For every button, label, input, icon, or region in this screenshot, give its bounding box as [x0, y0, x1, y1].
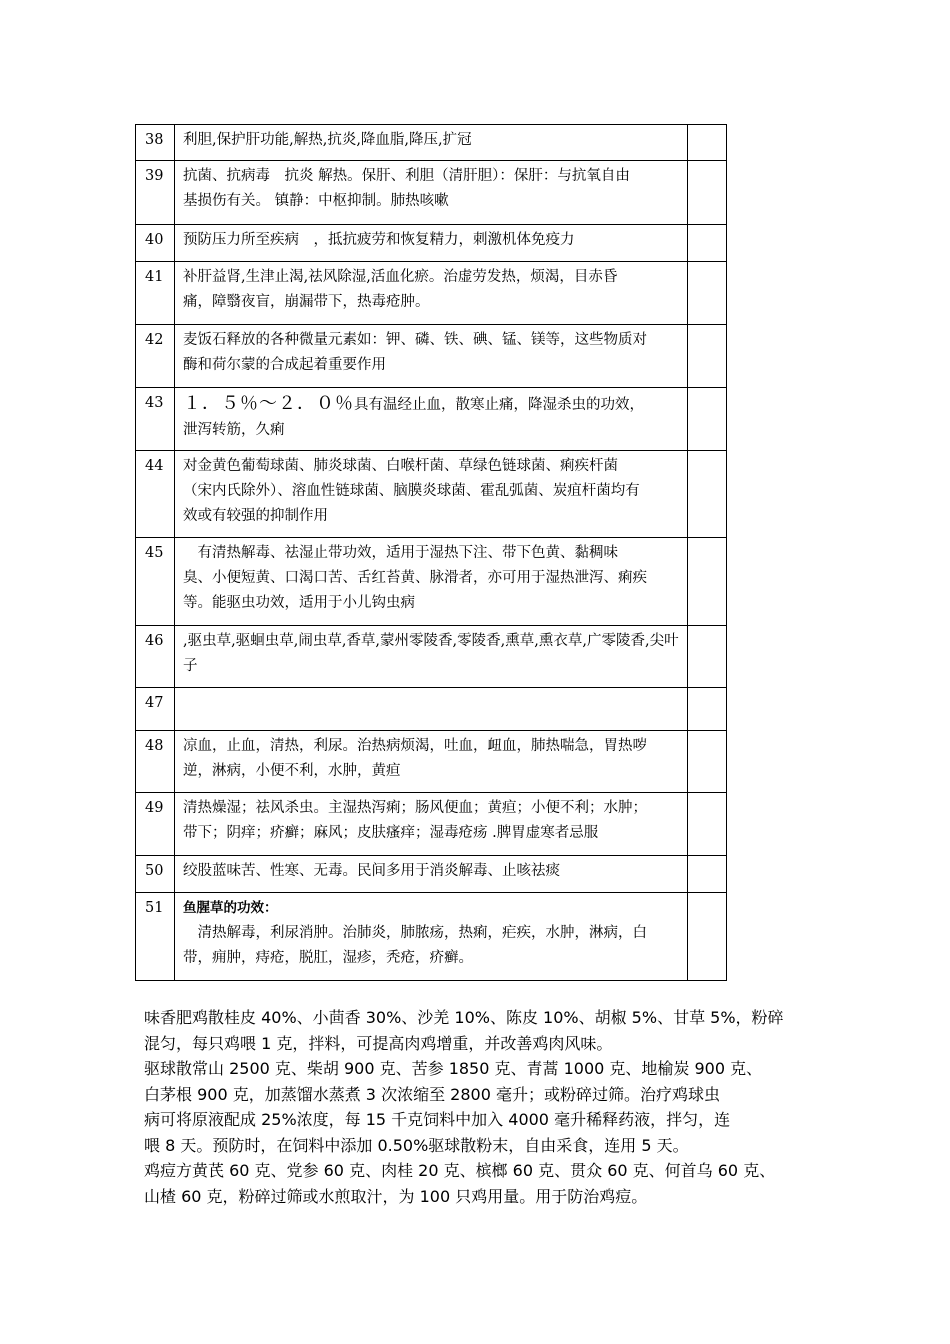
- description-line: 等。能驱虫功效，适用于小儿钩虫病: [183, 595, 415, 611]
- row-number: 46: [136, 626, 175, 688]
- description-line: 带下；阴痒；疥癣；麻风；皮肤瘙痒；湿毒疮疡 .脾胃虚寒者忌服: [183, 825, 599, 841]
- poultry-remedy-notes: [144, 1005, 824, 1209]
- description-line: 臭、小便短黄、口渴口苦、舌红苔黄、脉滑者，亦可用于湿热泄泻、痢疾: [183, 570, 647, 586]
- table-row: [136, 451, 727, 538]
- description-line: １．５％～２．０％具有温经止血，散寒止痛，降湿杀虫的功效，: [183, 393, 644, 414]
- row-number: 44: [136, 451, 175, 538]
- table-row: [136, 262, 727, 325]
- description-line: 痛，障翳夜盲，崩漏带下，热毒疮肿。: [183, 294, 430, 310]
- table-row: [136, 161, 727, 225]
- note-line: 山楂 60 克，粉碎过筛或水煎取汁，为 100 只鸡用量。用于防治鸡痘。: [144, 1186, 648, 1206]
- row-description: [175, 325, 688, 388]
- remedy-table: [135, 124, 727, 981]
- table-row: [136, 538, 727, 626]
- empty-cell: [688, 893, 727, 981]
- empty-cell: [688, 225, 727, 262]
- row-description: [175, 893, 688, 981]
- table-row: [136, 893, 727, 981]
- row-number: 38: [136, 125, 175, 161]
- row-number: 41: [136, 262, 175, 325]
- row-description: [175, 793, 688, 856]
- table-row: [136, 626, 727, 688]
- description-line: （宋内氏除外）、溶血性链球菌、脑膜炎球菌、霍乱弧菌、炭疽杆菌均有: [183, 483, 640, 499]
- row-number: 40: [136, 225, 175, 262]
- description-line: [183, 691, 679, 716]
- row-number: 48: [136, 731, 175, 793]
- description-line: 有清热解毒、祛湿止带功效，适用于湿热下注、带下色黄、黏稠味: [183, 545, 618, 561]
- row-description: [175, 388, 688, 451]
- empty-cell: [688, 731, 727, 793]
- note-line: 驱球散常山 2500 克、柴胡 900 克、苦参 1850 克、青蒿 1000 克、地榆炭 900 克、: [144, 1059, 763, 1078]
- description-line: 绞股蓝味苦、性寒、无毒。民间多用于消炎解毒、止咳祛痰: [183, 863, 560, 879]
- row-description: [175, 125, 688, 161]
- empty-cell: [688, 388, 727, 451]
- empty-cell: [688, 325, 727, 388]
- row-title: 鱼腥草的功效：: [183, 900, 278, 916]
- description-line: 子: [183, 658, 198, 674]
- row-description: [175, 225, 688, 262]
- table-row: [136, 856, 727, 893]
- note-line: 病可将原液配成 25%浓度，每 15 千克饲料中加入 4000 毫升稀释药液，拌匀，连: [144, 1110, 731, 1129]
- table-row: [136, 388, 727, 451]
- row-number: 47: [136, 688, 175, 731]
- remedy-table-body: [136, 125, 727, 981]
- row-number: 49: [136, 793, 175, 856]
- table-row: [136, 325, 727, 388]
- table-row: [136, 125, 727, 161]
- empty-cell: [688, 538, 727, 626]
- note-line: 混匀，每只鸡喂 1 克，拌料，可提高肉鸡增重，并改善鸡肉风味。: [144, 1033, 613, 1053]
- row-description: [175, 161, 688, 225]
- row-description: [175, 731, 688, 793]
- description-line: 基损伤有关。 镇静：中枢抑制。肺热咳嗽: [183, 193, 449, 209]
- description-line: 泄泻转筋，久痢: [183, 422, 285, 438]
- description-line: ,驱虫草,驱蛔虫草,闹虫草,香草,蒙州零陵香,零陵香,熏草,熏衣草,广零陵香,尖叶: [183, 633, 679, 649]
- row-number: 42: [136, 325, 175, 388]
- empty-cell: [688, 626, 727, 688]
- table-row: [136, 225, 727, 262]
- row-description: [175, 262, 688, 325]
- description-line: 凉血，止血，清热，利尿。治热病烦渴，吐血，衄血，肺热喘急，胃热哕: [183, 738, 647, 754]
- row-description: [175, 856, 688, 893]
- description-line: 预防压力所至疾病 ，抵抗疲劳和恢复精力，刺激机体免疫力: [183, 232, 575, 248]
- empty-cell: [688, 451, 727, 538]
- description-line: 补肝益肾,生津止渴,祛风除湿,活血化瘀。治虚劳发热，烦渴，目赤昏: [183, 269, 618, 285]
- empty-cell: [688, 125, 727, 161]
- row-number: 43: [136, 388, 175, 451]
- note-line: 白茅根 900 克，加蒸馏水蒸煮 3 次浓缩至 2800 毫升；或粉碎过筛。治疗鸡球虫: [144, 1084, 720, 1104]
- row-description: [175, 626, 688, 688]
- note-line: 鸡痘方黄芪 60 克、党参 60 克、肉桂 20 克、槟榔 60 克、贯众 60 克、何首乌 60 克、: [144, 1161, 776, 1180]
- row-number: 51: [136, 893, 175, 981]
- empty-cell: [688, 793, 727, 856]
- empty-cell: [688, 262, 727, 325]
- row-number: 50: [136, 856, 175, 893]
- description-line: 麦饭石释放的各种微量元素如：钾、磷、铁、碘、锰、镁等，这些物质对: [183, 332, 647, 348]
- description-line: 对金黄色葡萄球菌、肺炎球菌、白喉杆菌、草绿色链球菌、痢疾杆菌: [183, 458, 618, 474]
- description-line: 抗菌、抗病毒 抗炎 解热。保肝、利胆（清肝胆）：保肝：与抗氧自由: [183, 168, 630, 184]
- description-line: 利胆,保护肝功能,解热,抗炎,降血脂,降压,扩冠: [183, 132, 472, 148]
- row-description: [175, 451, 688, 538]
- table-row: [136, 688, 727, 731]
- description-line: 效或有较强的抑制作用: [183, 508, 328, 524]
- description-line: 酶和荷尔蒙的合成起着重要作用: [183, 357, 386, 373]
- row-description: [175, 538, 688, 626]
- row-number: 39: [136, 161, 175, 225]
- table-row: [136, 731, 727, 793]
- row-number: 45: [136, 538, 175, 626]
- table-row: [136, 793, 727, 856]
- description-line: 清热燥湿；祛风杀虫。主湿热泻痢；肠风便血；黄疸；小便不利；水肿；: [183, 800, 647, 816]
- description-line: 逆，淋病，小便不利，水肿，黄疸: [183, 763, 401, 779]
- empty-cell: [688, 161, 727, 225]
- note-line: 味香肥鸡散桂皮 40%、小茴香 30%、沙羌 10%、陈皮 10%、胡椒 5%、甘草 5%，粉碎: [144, 1008, 784, 1027]
- note-line: 喂 8 天。预防时，在饲料中添加 0.50%驱球散粉末，自由采食，连用 5 天。: [144, 1135, 689, 1155]
- description-line: 带，痈肿，痔疮，脱肛，湿疹，秃疮，疥癣。: [183, 950, 473, 966]
- row-description: [175, 688, 688, 731]
- empty-cell: [688, 688, 727, 731]
- empty-cell: [688, 856, 727, 893]
- description-line: 清热解毒，利尿消肿。治肺炎，肺脓疡，热痢，疟疾，水肿，淋病，白: [183, 925, 647, 941]
